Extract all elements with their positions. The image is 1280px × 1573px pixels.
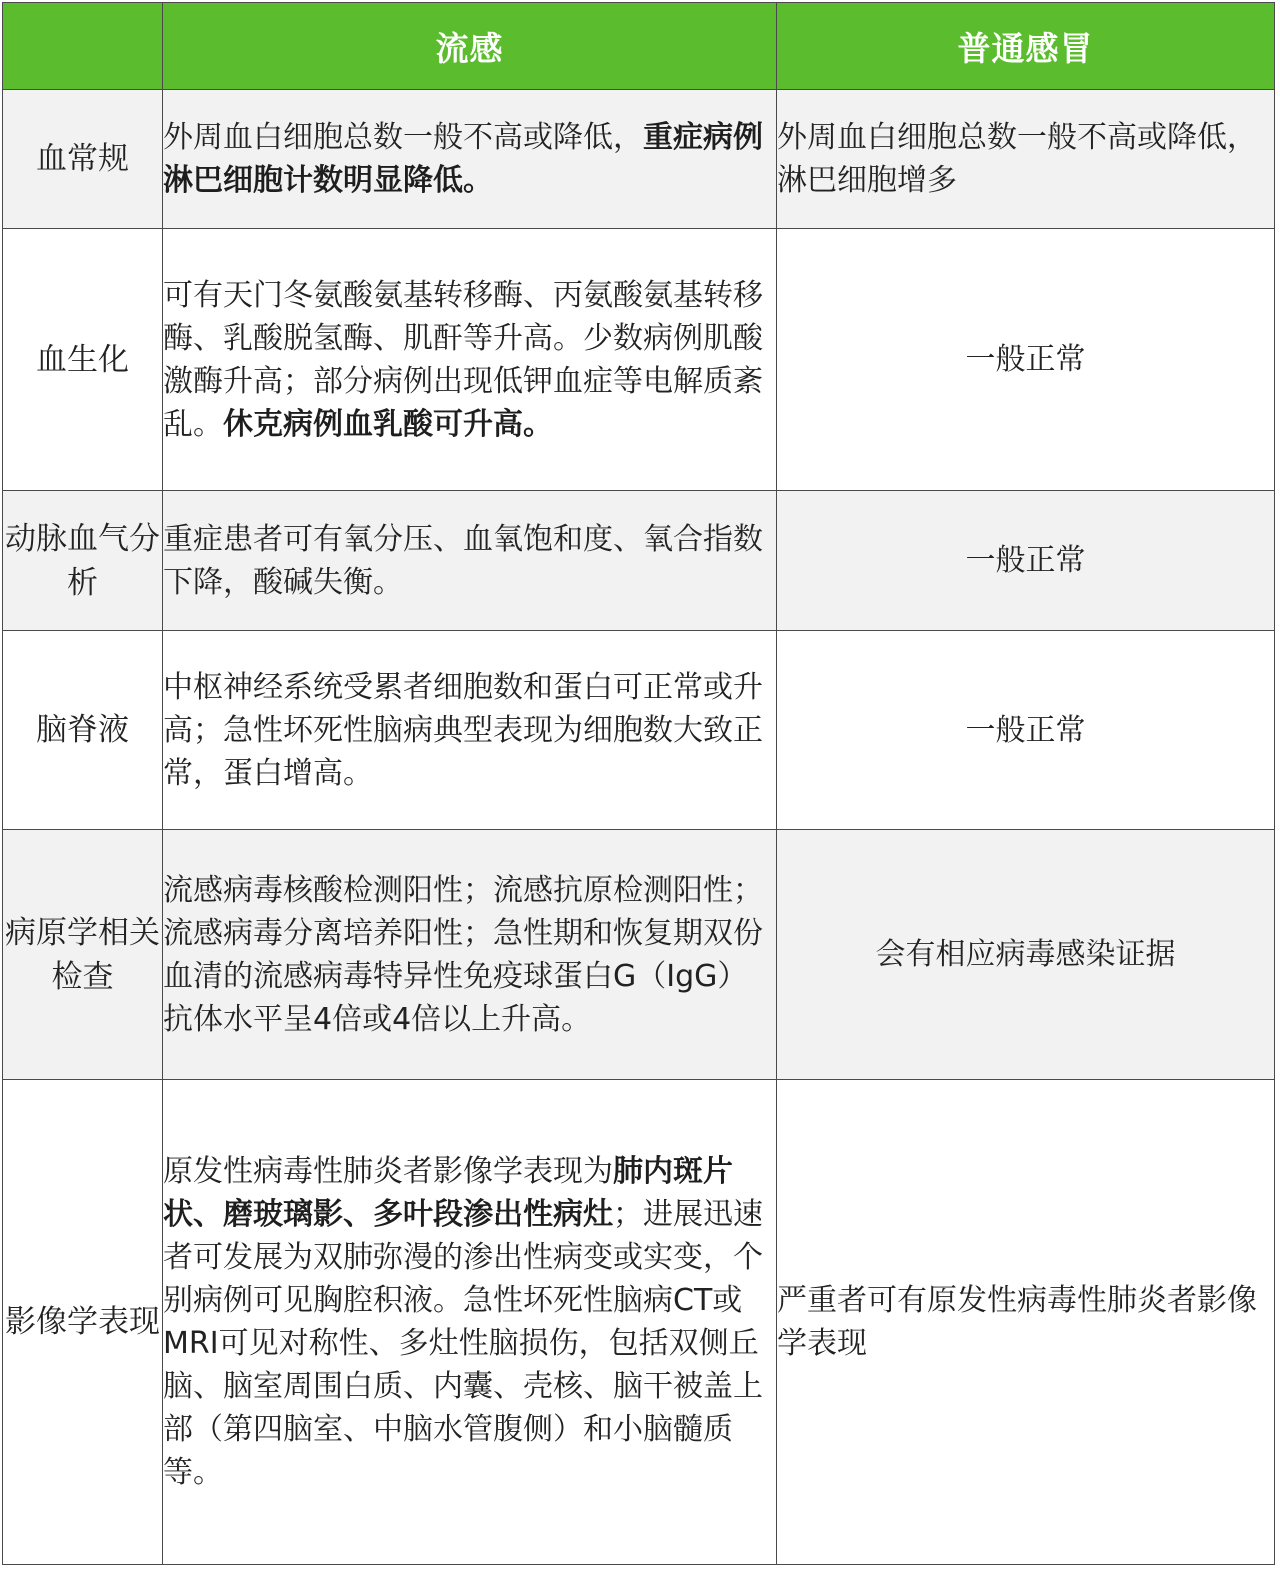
flu-text: 可有天门冬氨酸氨基转移酶、丙氨酸氨基转移酶、乳酸脱氢酶、肌酐等升高。少数病例肌酸激酶升高；部分病例出现低钾血症等电解质紊乱。 [163, 277, 763, 442]
row-blood-routine [3, 90, 1275, 229]
flu-text: 原发性病毒性肺炎者影像学表现为 [163, 1154, 613, 1189]
header-flu: 流感 [163, 3, 777, 90]
cold-cell: 一般正常 [777, 631, 1275, 830]
cold-cell: 一般正常 [777, 491, 1275, 631]
flu-cell [163, 229, 777, 491]
flu-text-bold: 休克病例血乳酸可升高。 [223, 406, 553, 442]
header-cold: 普通感冒 [777, 3, 1275, 90]
flu-cell [163, 491, 777, 631]
row-blood-gas [3, 491, 1275, 631]
row-csf [3, 631, 1275, 830]
cold-cell: 外周血白细胞总数一般不高或降低，淋巴细胞增多 [777, 90, 1275, 229]
cold-cell: 会有相应病毒感染证据 [777, 830, 1275, 1080]
row-label: 血生化 [3, 229, 163, 491]
flu-text: 中枢神经系统受累者细胞数和蛋白可正常或升高；急性坏死性脑病典型表现为细胞数大致正常，蛋白增高。 [163, 669, 763, 791]
header-row [3, 3, 1275, 90]
header-corner [3, 3, 163, 90]
flu-text: 流感病毒核酸检测阳性；流感抗原检测阳性；流感病毒分离培养阳性；急性期和恢复期双份血清的流感病毒特异性免疫球蛋白G（IgG）抗体水平呈4倍或4倍以上升高。 [163, 872, 763, 1037]
row-label: 血常规 [3, 90, 163, 229]
comparison-table [2, 2, 1275, 1565]
cold-cell: 严重者可有原发性病毒性肺炎者影像学表现 [777, 1080, 1275, 1565]
flu-text: 重症患者可有氧分压、血氧饱和度、氧合指数下降，酸碱失衡。 [163, 521, 763, 600]
flu-text: ；进展迅速者可发展为双肺弥漫的渗出性病变或实变，个别病例可见胸腔积液。急性坏死性脑病CT或MRI可见对称性、多灶性脑损伤，包括双侧丘脑、脑室周围白质、内囊、壳核、脑干被盖上部（第四脑室、中脑水管腹侧）和小脑髓质等。 [163, 1197, 763, 1490]
flu-text: 外周血白细胞总数一般不高或降低， [163, 120, 643, 155]
row-label: 动脉血气分析 [3, 491, 163, 631]
row-imaging [3, 1080, 1275, 1565]
row-label: 影像学表现 [3, 1080, 163, 1565]
row-label: 病原学相关检查 [3, 830, 163, 1080]
flu-cell [163, 90, 777, 229]
row-blood-biochem [3, 229, 1275, 491]
cold-cell: 一般正常 [777, 229, 1275, 491]
row-label: 脑脊液 [3, 631, 163, 830]
flu-text-bold: 重症病例淋巴细胞计数明显降低。 [163, 120, 763, 198]
flu-cell [163, 1080, 777, 1565]
row-pathogen [3, 830, 1275, 1080]
flu-cell [163, 631, 777, 830]
flu-cell [163, 830, 777, 1080]
flu-text-bold: 肺内斑片状、磨玻璃影、多叶段渗出性病灶 [163, 1154, 733, 1232]
